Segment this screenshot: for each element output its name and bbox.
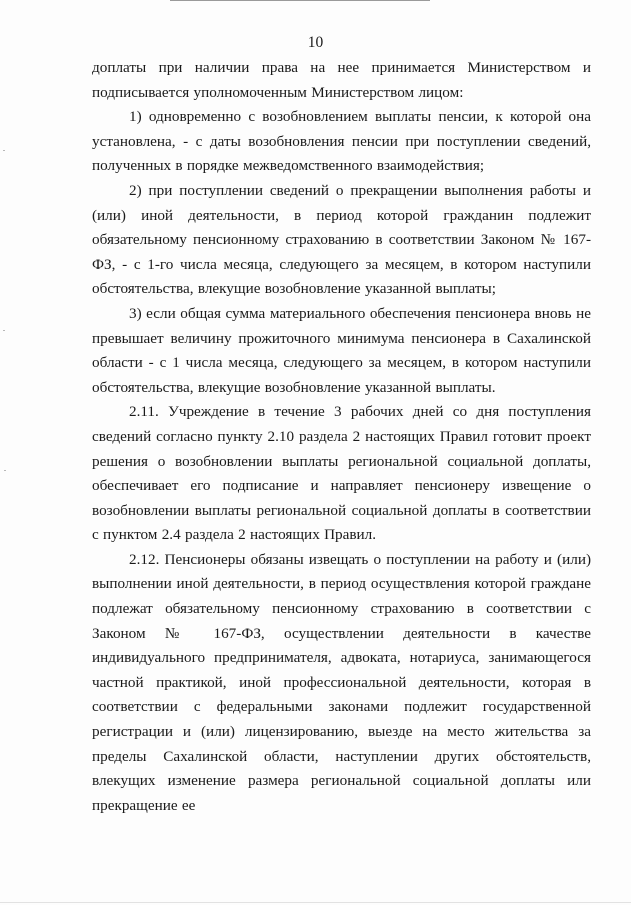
paragraph-continuation: доплаты при наличии права на нее принимается Министерством и подписывается уполномоченным Министерством лицом:	[92, 59, 591, 101]
scan-speck	[4, 470, 6, 471]
paragraph-2-12: 2.12. Пенсионеры обязаны извещать о поступлении на работу и (или) выполнении иной деятельности, в период осуществления которой граждане подлежат обязательному пенсионному страхованию в соответствии с Законом № 167-ФЗ, осуществлении деятельности в качестве индивидуального предпринимателя, адвоката, нотариуса, занимающегося частной практикой, иной профессиональной деятельности, которая в соответствии с федеральными законами подлежит государственной регистрации и (или) лицензированию, выезде на место жительства за пределы Сахалинской области, наступлении других обстоятельств, влекущих изменение размера региональной социальной доплаты или прекращение ее	[92, 550, 591, 814]
paragraph-item-1: 1) одновременно с возобновлением выплаты пенсии, к которой она установлена, - с даты возобновления пенсии при поступлении сведений, полученных в порядке межведомственного взаимодействия;	[92, 108, 591, 175]
scan-speck	[3, 330, 5, 331]
page-number: 10	[307, 34, 324, 51]
page-bottom-edge-line	[0, 902, 631, 903]
paragraph-item-3: 3) если общая сумма материального обеспечения пенсионера вновь не превышает величину прожиточного минимума пенсионера в Сахалинской области - с 1 числа месяца, следующего за месяцем, в котором наступили обстоятельства, влекущие возобновление указанной выплаты.	[92, 304, 591, 396]
paragraph-item-2: 2) при поступлении сведений о прекращении выполнения работы и (или) иной деятельности, в период которой гражданин подлежит обязательному пенсионному страхованию в соответствии Законом № 167-ФЗ, - с 1-го числа месяца, следующего за месяцем, в котором наступили обстоятельства, влекущие возобновление указанной выплаты;	[92, 181, 591, 298]
scan-speck	[3, 150, 5, 151]
page-top-edge-line	[170, 0, 430, 1]
paragraph-2-11: 2.11. Учреждение в течение 3 рабочих дней со дня поступления сведений согласно пункту 2.10 раздела 2 настоящих Правил готовит проект решения о возобновлении выплаты региональной социальной доплаты, обеспечивает его подписание и направляет пенсионеру извещение о возобновлении выплаты региональной социальной доплаты в соответствии с пунктом 2.4 раздела 2 настоящих Правил.	[92, 403, 591, 544]
document-body	[92, 56, 591, 818]
